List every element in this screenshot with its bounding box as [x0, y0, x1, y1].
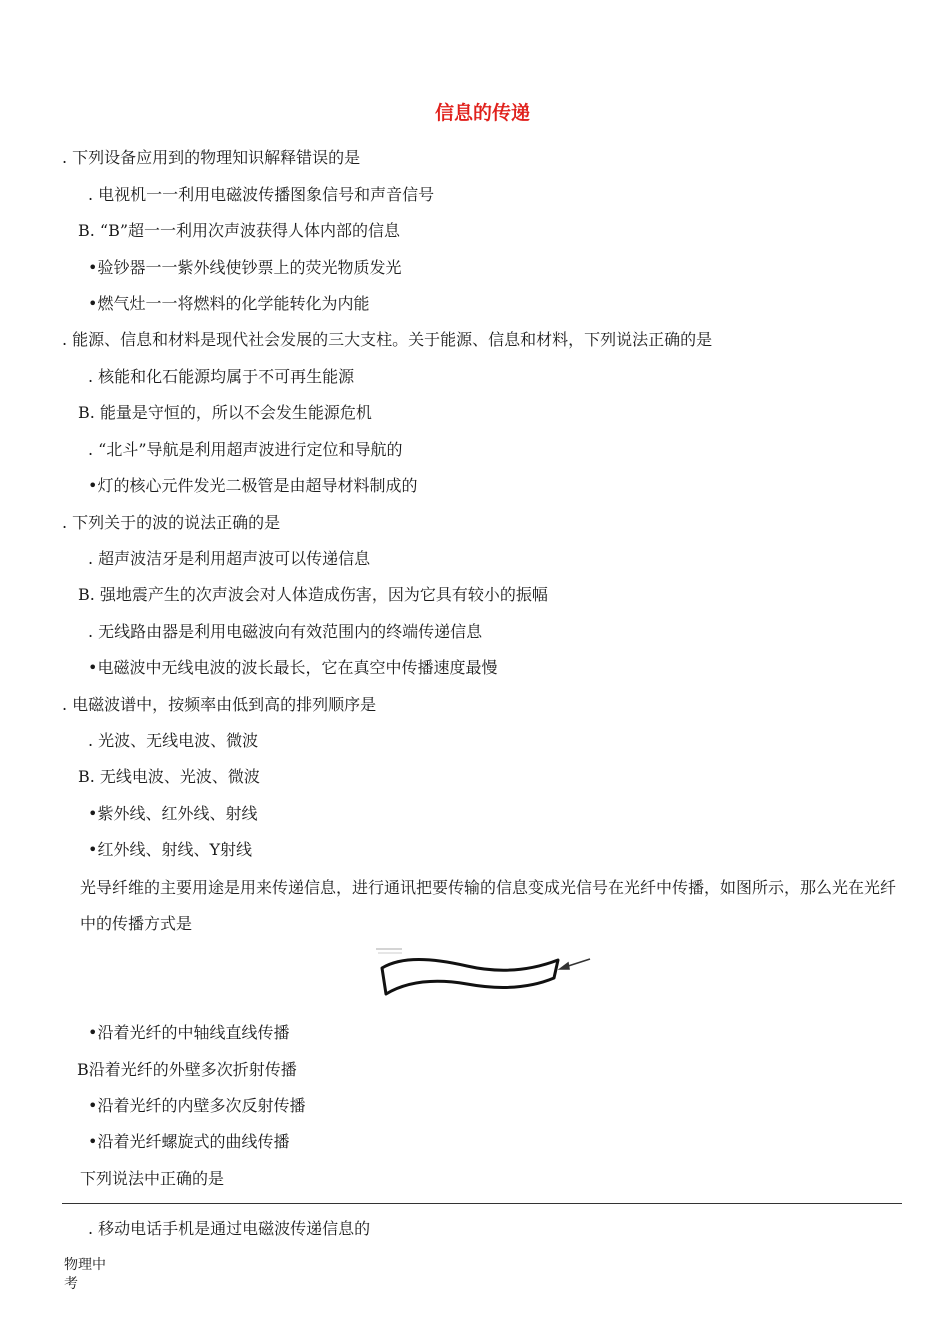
light-ray-arrow-icon [560, 959, 590, 969]
question-3-option-c: . 无线路由器是利用电磁波向有效范围内的终端传递信息 [88, 622, 483, 641]
question-1-option-c: •验钞器一一紫外线使钞票上的荧光物质发光 [88, 258, 402, 277]
question-6-stem: 下列说法中正确的是 [80, 1169, 225, 1188]
question-5-option-c: •沿着光纤的内壁多次反射传播 [88, 1096, 306, 1115]
page-divider [62, 1203, 902, 1204]
question-1-stem: . 下列设备应用到的物理知识解释错误的是 [62, 148, 361, 167]
question-4-stem: . 电磁波谱中，按频率由低到高的排列顺序是 [62, 695, 377, 714]
page-footer [64, 1256, 106, 1294]
question-3-option-b: B. 强地震产生的次声波会对人体造成伤害，因为它具有较小的振幅 [78, 585, 548, 604]
question-3-option-a: . 超声波洁牙是利用超声波可以传递信息 [88, 549, 371, 568]
optical-fiber-shape [382, 960, 558, 995]
question-6-option-a: . 移动电话手机是通过电磁波传递信息的 [88, 1219, 371, 1238]
question-1-option-d: •燃气灶一一将燃料的化学能转化为内能 [88, 294, 370, 313]
question-4-option-a: . 光波、无线电波、微波 [88, 731, 259, 750]
question-5-option-b: B沿着光纤的外壁多次折射传播 [77, 1060, 297, 1079]
question-3-option-d: •电磁波中无线电波的波长最长，它在真空中传播速度最慢 [88, 658, 498, 677]
question-2-stem: . 能源、信息和材料是现代社会发展的三大支柱。关于能源、信息和材料，下列说法正确的是 [62, 330, 713, 349]
question-4-option-b: B. 无线电波、光波、微波 [78, 767, 260, 786]
question-1-option-b: B. “B”超一一利用次声波获得人体内部的信息 [78, 221, 401, 240]
page-title: 信息的传递 [434, 102, 530, 124]
question-4-option-d: •红外线、射线、Y射线 [88, 840, 253, 859]
question-3-stem: . 下列关于的波的说法正确的是 [62, 513, 281, 532]
optical-fiber-figure [372, 944, 602, 1004]
question-2-option-b: B. 能量是守恒的，所以不会发生能源危机 [78, 403, 372, 422]
question-5-option-d: •沿着光纤螺旋式的曲线传播 [88, 1132, 290, 1151]
question-4-option-c: •紫外线、红外线、射线 [88, 804, 258, 823]
footer-line-2: 考 [64, 1276, 78, 1292]
question-2-option-d: •灯的核心元件发光二极管是由超导材料制成的 [88, 476, 418, 495]
question-5-option-a: •沿着光纤的中轴线直线传播 [88, 1023, 290, 1042]
question-2-option-c: . “北斗”导航是利用超声波进行定位和导航的 [88, 440, 403, 459]
footer-line-1: 物理中 [64, 1257, 106, 1273]
question-5-stem: 光导纤维的主要用途是用来传递信息，进行通讯把要传输的信息变成光信号在光纤中传播，如图所示，那么光在光纤中的传播方式是 [80, 878, 897, 933]
question-2-option-a: . 核能和化石能源均属于不可再生能源 [88, 367, 355, 386]
question-1-option-a: . 电视机一一利用电磁波传播图象信号和声音信号 [88, 185, 435, 204]
